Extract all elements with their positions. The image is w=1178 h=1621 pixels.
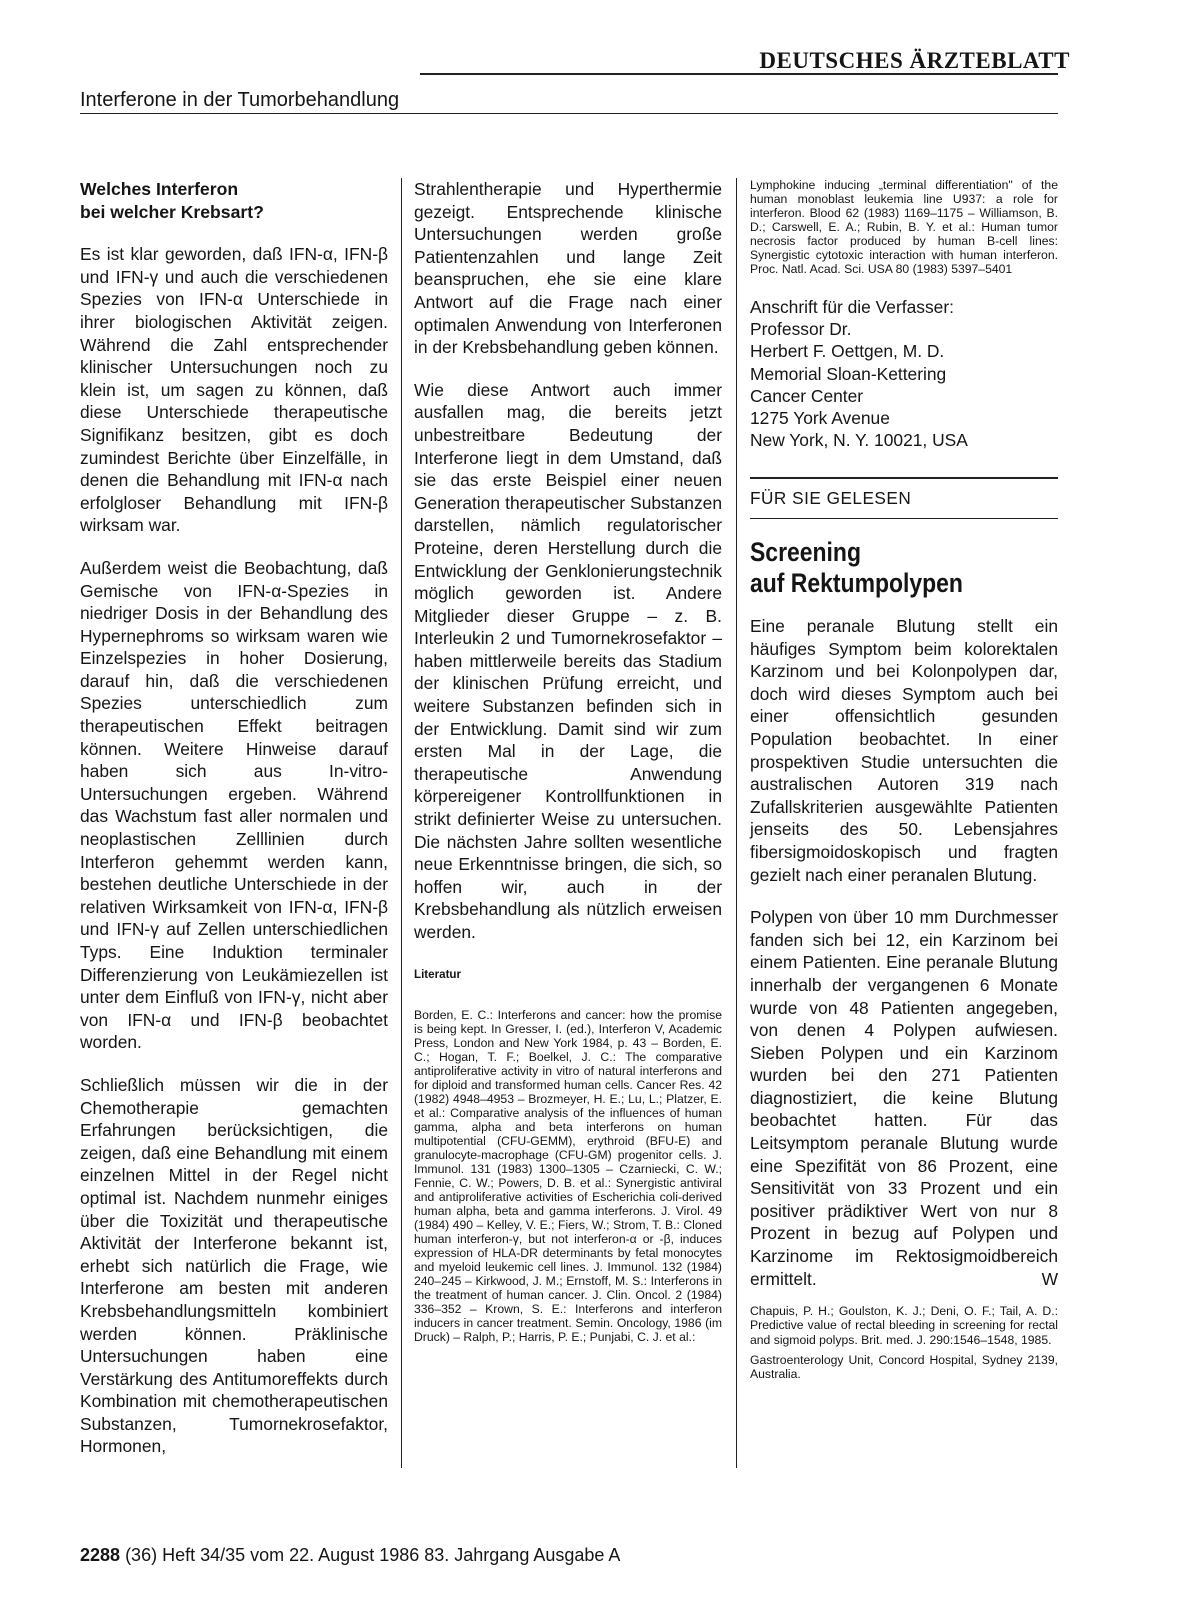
author-signature: W <box>1041 1268 1058 1289</box>
column-divider <box>736 178 737 1468</box>
paragraph: Schließlich müssen wir die in der Chemotherapie gemachten Erfahrungen berücksichtigen, die zeigen, daß eine Behandlung mit einem einzelnen Mittel in der Regel nicht optimal ist. Nachdem nunmehr einiges über die Toxizität und therapeutische Aktivität der Interferone bekannt ist, erhebt sich natürlich die Frage, wie Interferone am besten mit anderen Krebsbehandlungsmitteln kombiniert werden können. Präklinische Untersuchungen haben eine Verstärkung des Antitumoreffekts durch Kombination mit chemotherapeutischen Substanzen, Tumornekrosefaktor, Hormonen, <box>80 1074 388 1457</box>
column-3 <box>750 178 1058 1381</box>
section-heading: Welches Interferon bei welcher Krebsart? <box>80 179 264 222</box>
page-number: 2288 <box>80 1545 121 1565</box>
section-rule-top <box>750 477 1058 479</box>
paragraph: Es ist klar geworden, daß IFN-α, IFN-β und IFN-γ und auch die verschiedenen Spezies von IFN-α Unterschiede in ihrer biologischen Aktivität zeigen. Während die Zahl entsprechender klinischer Untersuchungen noch zu klein ist, um sagen zu können, daß diese Unterschiede therapeutische Signifikanz besitzen, gibt es doch zumindest Berichte über Einzelfälle, in denen die Behandlung mit IFN-α nach erfolgloser Behandlung mit IFN-β wirksam war. <box>80 244 388 536</box>
page-footer <box>80 1545 620 1566</box>
reference-list: Borden, E. C.: Interferons and cancer: how the promise is being kept. In Gresser, I. (ed.), Interferon V, Academic Press, London and New York 1984, p. 43 – Borden, E. C.; Hogan, T. F.; Boelkel, J. C.: The comparative antiproliferative activity in vitro of natural interferons and for diploid and transformed human cells. Cancer Res. 42 (1982) 4948–4953 – Brozmeyer, H. E.; Lu, L.; Platzer, E. et al.: Comparative analysis of the influences of human gamma, alpha and beta interferons on human multipotential (CFU-GEMM), erythroid (BFU-E) and granulocyte-macrophage (CFU-GM) progenitor cells. J. Immunol. 131 (1983) 1300–1305 – Czarniecki, C. W.; Fennie, C. W.; Powers, D. B. et al.: Synergistic antiviral and antiproliferative activities of Escherichia coli-derived human alpha, beta and gamma interferons. J. Virol. 49 (1984) 490 – Kelley, V. E.; Fiers, W.; Strom, T. B.: Cloned human interferon-γ, but not interferon-α or -β, induces expression of HLA-DR determinants by fetal monocytes and myeloid leukemic cell lines. J. Immunol. 132 (1984) 240–245 – Kirkwood, J. M.; Ernstoff, M. S.: Interferons in the treatment of human cancer. J. Clin. Oncol. 2 (1984) 336–352 – Krown, S. E.: Interferons and interferon inducers in cancer treatment. Semin. Oncology, 1986 (im Druck) – Ralph, P.; Harris, P. E.; Punjabi, C. J. et al.: <box>414 1008 722 1345</box>
column-1 <box>80 178 388 1478</box>
paragraph: Strahlentherapie und Hyperthermie gezeigt. Entsprechende klinische Untersuchungen werden große Patientenzahlen und lange Zeit beanspruchen, ehe sie eine klare Antwort auf die Frage nach einer optimalen Anwendung von Interferonen in der Krebsbehandlung geben können. <box>414 179 722 358</box>
masthead: DEUTSCHES ÄRZTEBLATT <box>759 48 1070 73</box>
running-title: Interferone in der Tumorbehandlung <box>80 89 400 111</box>
affiliation: Gastroenterology Unit, Concord Hospital, Sydney 2139, Australia. <box>750 1352 1058 1382</box>
paragraph: Polypen von über 10 mm Durchmesser fanden sich bei 12, ein Karzinom bei einem Patienten. Eine peranale Blutung innerhalb der vergangenen 6 Monate wurde von 48 Patienten angegeben, von denen 4 Polypen aufwiesen. Sieben Polypen und ein Karzinom wurden bei den 271 Patienten diagnostiziert, die keine Blutung beobachtet hatten. Für das Leitsymptom peranale Blutung wurde eine Spezifität von 86 Prozent, eine Sensitivität von 33 Prozent und ein positiver prädiktiver Wert von nur 8 Prozent in bezug auf Polypen und Karzinome im Rektosigmoidbereich ermittelt. W <box>750 907 1058 1289</box>
paragraph: Eine peranale Blutung stellt ein häufiges Symptom beim kolorektalen Karzinom und bei Kolonpolypen dar, doch wird dieses Symptom auch bei einer offensichtlich gesunden Population beobachtet. In einer prospektiven Studie untersuchten die australischen Autoren 319 nach Zufallskriterien ausgewählte Patienten jenseits des 50. Lebensjahres fibersigmoidoskopisch und fragten gezielt nach einer peranalen Blutung. <box>750 616 1058 885</box>
paragraph: Wie diese Antwort auch immer ausfallen mag, die bereits jetzt unbestreitbare Bedeutung der Interferone liegt in dem Umstand, daß sie das erste Beispiel einer neuen Generation therapeutischer Substanzen darstellen, nämlich regulatorischer Proteine, deren Herstellung durch die Entwicklung der Genklonierungstechnik möglich geworden ist. Andere Mitglieder dieser Gruppe – z. B. Interleukin 2 und Tumornekrosefaktor – haben mittlerweile bereits das Stadium der klinischen Prüfung erreicht, und weitere Substanzen befinden sich in der Entwicklung. Damit sind wir zum ersten Mal in der Lage, die therapeutische Anwendung körpereigener Kontrollfunktionen in strikt definierter Weise zu untersuchen. Die nächsten Jahre sollten wesentliche neue Erkenntnisse bringen, die sich, so hoffen wir, auch in der Krebsbehandlung als nützlich erweisen werden. <box>414 379 722 942</box>
literature-heading: Literatur <box>414 967 462 981</box>
issue-info: (36) Heft 34/35 vom 22. August 1986 83. Jahrgang Ausgabe A <box>125 1545 621 1565</box>
author-address: Anschrift für die Verfasser: Professor Dr. Herbert F. Oettgen, M. D. Memorial Sloan-Kettering Cancer Center 1275 York Avenue New York, N. Y. 10021, USA <box>750 297 968 451</box>
header-rule-bottom <box>80 113 1058 114</box>
citation: Chapuis, P. H.; Goulston, K. J.; Deni, O. F.; Tail, A. D.: Predictive value of rectal bleeding in screening for rectal and sigmoid polyps. Brit. med. J. 290:1546–1548, 1985. <box>750 1304 1058 1347</box>
section-rule-bottom <box>750 518 1058 519</box>
column-divider <box>401 178 402 1468</box>
header-rule-top <box>420 73 1058 75</box>
section-label: FÜR SIE GELESEN <box>750 488 912 509</box>
column-2 <box>414 178 722 1344</box>
reference-list-continued: Lymphokine inducing „terminal differentiation" of the human monoblast leukemia line U937: a role for interferon. Blood 62 (1983) 1169–1175 – Williamson, B. D.; Carswell, E. A.; Rubin, B. Y. et al.: Human tumor necrosis factor produced by human B-cell lines: Synergistic cytotoxic interaction with human interferon. Proc. Natl. Acad. Sci. USA 80 (1983) 5397–5401 <box>750 178 1058 276</box>
article-headline: Screening auf Rektumpolypen <box>750 537 963 599</box>
paragraph: Außerdem weist die Beobachtung, daß Gemische von IFN-α-Spezies in niedriger Dosis in der Behandlung des Hypernephroms so wirksam waren wie Einzelspezies in hoher Dosierung, darauf hin, daß die verschiedenen Spezies unterschiedlich zum therapeutischen Effekt beitragen können. Weitere Hinweise darauf haben sich aus In-vitro-Untersuchungen ergeben. Während das Wachstum fast aller normalen und neoplastischen Zelllinien durch Interferon gehemmt werden kann, bestehen deutliche Unterschiede in der relativen Wirksamkeit von IFN-α, IFN-β und IFN-γ auf Zellen unterschiedlichen Typs. Eine Induktion terminaler Differenzierung von Leukämiezellen ist unter dem Einfluß von IFN-γ, nicht aber von IFN-α und IFN-β beobachtet worden. <box>80 557 388 1053</box>
